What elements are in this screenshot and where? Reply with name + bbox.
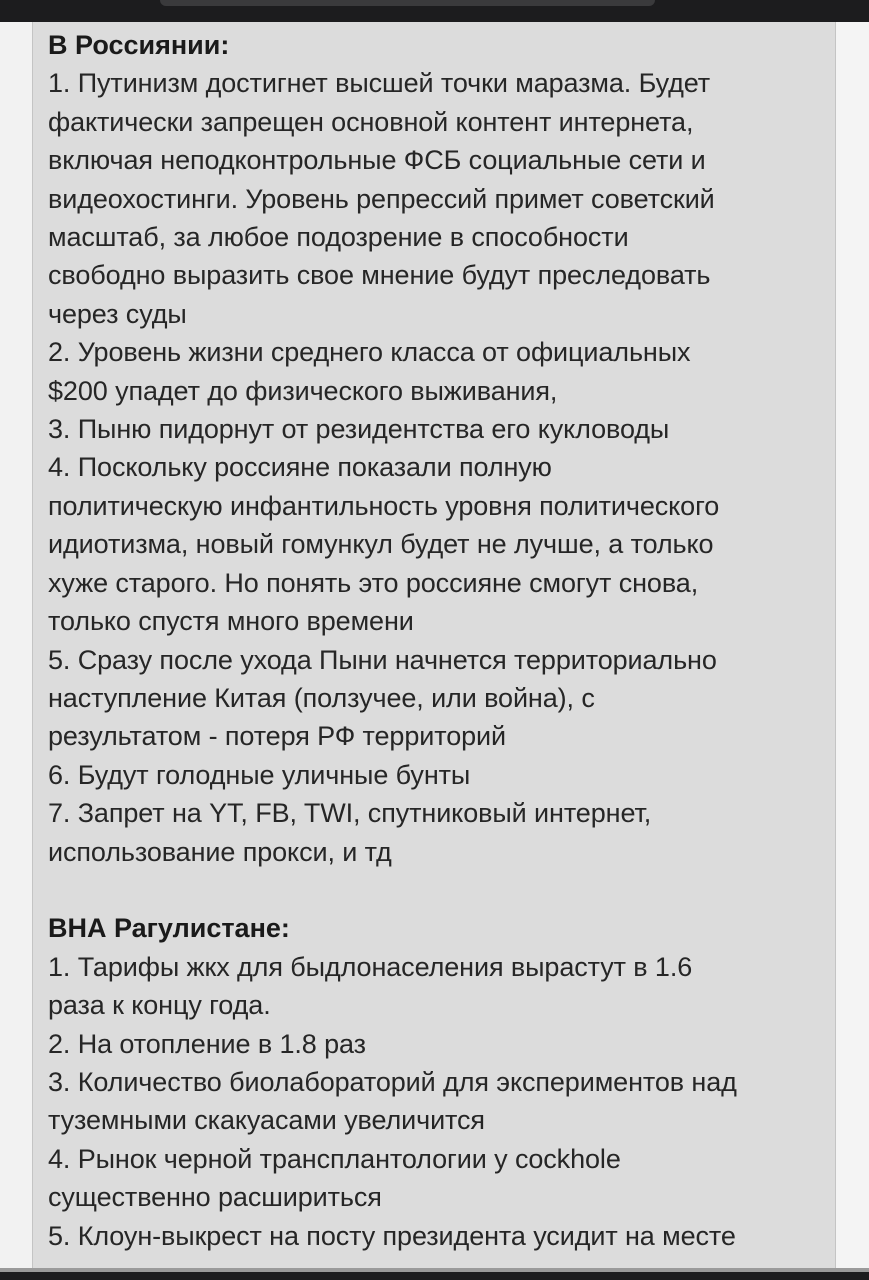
section-title-russia: В Россиянии:	[48, 30, 230, 60]
section-title-ukraine: ВНА Рагулистане:	[48, 913, 290, 944]
text-line: 2. На отопление в 1.8 раз	[48, 1028, 366, 1059]
text-line: видеохостинги. Уровень репрессий примет советский	[48, 183, 715, 214]
text-line: раза к концу года.	[48, 990, 271, 1021]
text-line: 3. Количество биолабораторий для экспериментов над	[48, 1066, 737, 1097]
text-line: 1. Тарифы жкх для быдлонаселения вырастут в 1.6	[48, 951, 693, 982]
text-line: только спустя много времени	[48, 606, 414, 637]
text-line: 6. Будут голодные уличные бунты	[48, 759, 471, 790]
post-text-card	[32, 22, 836, 1268]
bottom-divider	[0, 1268, 869, 1272]
text-line: наступление Китая (ползучее, или война), с	[48, 682, 595, 713]
section-russia-list	[48, 64, 835, 871]
paragraph-gap	[48, 871, 835, 909]
text-line: результатом - потеря РФ территорий	[48, 721, 506, 752]
text-line: политическую инфантильность уровня политического	[48, 490, 720, 521]
text-line: хуже старого. Но понять это россияне смогут снова,	[48, 567, 699, 598]
text-line: фактически запрещен основной контент интернета,	[48, 106, 694, 137]
text-line: туземными скакуасами увеличится	[48, 1105, 485, 1136]
top-status-bar	[0, 0, 869, 22]
text-line: 4. Поскольку россияне показали полную	[48, 452, 552, 483]
text-line: 7. Запрет на YT, FB, TWI, спутниковый интернет,	[48, 798, 652, 829]
text-line: 5. Клоун-выкрест на посту президента усидит на месте	[48, 1220, 736, 1251]
text-line: 4. Рынок черной трансплантологии у cockhole	[48, 1143, 621, 1174]
top-notch	[160, 0, 655, 6]
text-line: 5. Сразу после ухода Пыни начнется территориально	[48, 644, 717, 675]
text-line: использование прокси, и тд	[48, 836, 392, 867]
section-ukraine-list	[48, 948, 835, 1255]
text-line: идиотизма, новый гомункул будет не лучше, а только	[48, 529, 714, 560]
text-line: включая неподконтрольные ФСБ социальные сети и	[48, 145, 706, 176]
text-line: 3. Пыню пидорнут от резидентства его кукловоды	[48, 414, 670, 445]
text-line: через суды	[48, 298, 187, 329]
text-line: 2. Уровень жизни среднего класса от официальных	[48, 337, 691, 368]
bottom-bar	[0, 1268, 869, 1280]
text-line: масштаб, за любое подозрение в способности	[48, 222, 629, 253]
text-line: существенно расшириться	[48, 1182, 382, 1213]
text-line: $200 упадет до физического выживания,	[48, 375, 558, 406]
text-line: 1. Путинизм достигнет высшей точки маразма. Будет	[48, 68, 711, 99]
text-line: свободно выразить свое мнение будут преследовать	[48, 260, 711, 291]
page-right-margin	[836, 22, 869, 1268]
